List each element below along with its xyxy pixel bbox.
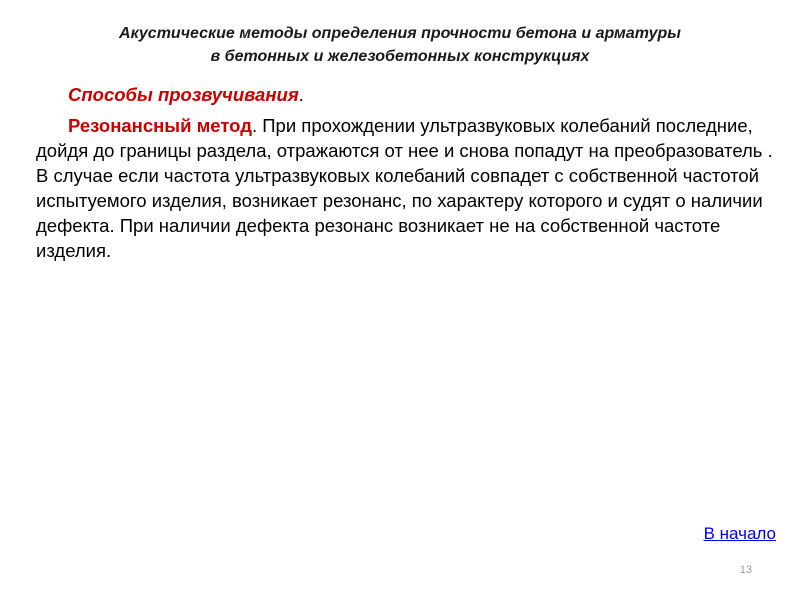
method-name: Резонансный метод [68, 115, 252, 136]
page-number: 13 [739, 564, 752, 576]
section-heading-period: . [298, 84, 304, 105]
home-link[interactable]: В начало [703, 524, 776, 543]
slide-title-line-1: Акустические методы определения прочности бетона и арматуры [119, 25, 681, 42]
section-heading: Способы прозвучивания [68, 84, 299, 105]
method-description: . При прохождении ультразвуковых колебаний последние, дойдя до границы раздела, отражаются от нее и снова попадут на преобразователь . В случае если частота ультразвуковых колебаний совпадет с собственной частотой испытуемого изделия, возникает резонанс, по характеру которого и судят о наличии дефекта. При наличии дефекта резонанс возникает не на собственной частоте изделия. [36, 115, 773, 261]
slide-content [36, 82, 776, 263]
section-heading-paragraph [36, 82, 776, 107]
slide-title-line-2: в бетонных и железобетонных конструкциях [210, 48, 590, 65]
method-paragraph [36, 113, 776, 263]
slide-title [20, 22, 780, 68]
